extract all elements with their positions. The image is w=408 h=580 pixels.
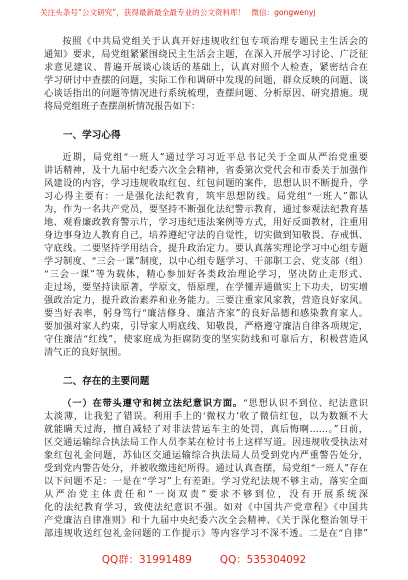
section1-line: 守住廉洁“红线”，使家庭成为拒腐防变的坚实防线和可靠后方，积极营造风 [44, 334, 368, 345]
section1-line: 近期，局党组“一班人”通过学习习近平总书记关于全面从严治党重要 [62, 152, 368, 163]
section2-line: 太淡薄，让我犯了错误。利用手上的‘微权力’收了微信红包，以为数额不大 [44, 411, 368, 422]
intro-line: 求意见建议、普遍开展谈心谈话的基础上，认真对照个人检查，紧密结合在 [44, 62, 368, 73]
intro-line: 将局党组班子查摆剖析情况报告如下： [44, 101, 201, 112]
section1-line: 身边事身边人教育自己，培养遵纪守法的自觉性，切实做到知敬畏、存戒惧、 [44, 230, 368, 241]
section1-line: 学习制度、“三会一课”制度，以中心组专题学习、干部职工会、党支部（组） [44, 256, 368, 267]
section-heading: 一、学习心得 [63, 130, 121, 141]
section1-line: 讲话精神，及十九届中纪委六次全会精神，省委第次党代会和市委关于加强作 [44, 165, 368, 176]
promo-text: 关注头条号“公文研究”，获得最新最全最专业的公文资料库！ [40, 8, 246, 17]
section2-line [44, 397, 368, 410]
section2-line: 受到党内警告处分，并被收缴违纪所得。通过认真查摆，局党组“一班人”存在 [44, 463, 368, 474]
section2-line: 就能瞒天过海，擅自减轻了对非法营运车主的处罚，真后悔啊……。”日前， [44, 424, 368, 435]
section1-line: 要加强对家人约束，引导家人明底线、知敬畏，严格遵守廉洁自律各项规定， [44, 321, 368, 332]
section2-line: 部违规收送红包礼金问题的工作提示》等内容学习不深不透。二是在“自律” [44, 528, 368, 539]
section1-line: 清气正的良好氛围。 [44, 347, 127, 358]
section2-line: 区交通运输综合执法局工作人员李某在检讨书上这样写道。因违规收受执法对 [44, 437, 368, 448]
section1-line: 地、观看廉政教育警示片，学习违纪违法案例等方式，用好反面教材，注重用 [44, 217, 368, 228]
section1-line: 为，作为一名共产党员，要坚持不断强化法纪警示教育，通过参观法纪教育基 [44, 204, 368, 215]
section2-line-text: “思想认识不到位、纪法意识 [242, 398, 368, 409]
section1-line: 习心得主要有：一是强化法纪教育，筑牢思想防线。局党组“一班人”都认 [44, 191, 368, 202]
section1-paragraph [44, 151, 368, 359]
wechat-id: 微信：gongwenyj [251, 8, 316, 17]
section2-line: 化的法纪教育学习，致使法纪意识不强。如对《中国共产党章程》《中国共 [44, 502, 368, 513]
section1-line: “三会一课”等为载体，精心参加好各类政治理论学习，坚决防止走形式、 [44, 269, 368, 280]
section2-paragraph [44, 397, 368, 540]
section1-line: 风建设的内容，学习违规收取红包、红包问题的案件，思想认识不断提升，学 [44, 178, 368, 189]
intro-line: 按照《中共局党组关于认真开好违规收红包专项治理专题民主生活会的 [62, 36, 368, 47]
section1-line: 强政治定力，提升政治素养和业务能力。三要注重家风家教，营造良好家风。 [44, 295, 368, 306]
section2-line: 产党廉洁自律准则》和十九届中央纪委六次全会精神、《关于深化整治领导干 [44, 515, 368, 526]
qq-group-number: QQ群：31991489 [101, 554, 192, 566]
intro-paragraph [44, 35, 368, 113]
promo-header [40, 7, 370, 18]
intro-line: 通知》要求，局党组紧紧围绕民主生活会主题，在深入开展学习讨论、广泛征 [44, 49, 368, 60]
section1-line: 走过场，要坚持读原著，学原文，悟原理，在学懂弄通做实上下功夫，切实增 [44, 282, 368, 293]
intro-line: 心谈话指出的问题等情况进行系统梳理，查摆问题、分析原因、研究措施。现 [44, 88, 368, 99]
section2-line: 以下问题不足：一是在“学习”上有差距。学习党纪法规不够主动，落实全面 [44, 476, 368, 487]
intro-line: 学习研讨中查摆的问题，实际工作和调研中发现的问题，群众反映的问题、谈 [44, 75, 368, 86]
qq-number: QQ：535304092 [219, 554, 307, 566]
section2-line: 从严治党主体责任和“一岗双责”要求不够到位，没有开展系统深 [44, 489, 368, 500]
section2-line: 象红包礼金问题，苏仙区交通运输综合执法局人员受到党内严重警告处分， [44, 450, 368, 461]
subsection-title: （一）在带头遵守和树立法纪意识方面。 [62, 398, 243, 409]
section1-line: 守底线。二要坚持学用结合，提升政治定力。要认真落实理论学习中心组专题 [44, 243, 368, 254]
section1-line: 要当好表率，躬身笃行“廉洁修身、廉洁齐家”的良好品德和感染教育家人。 [44, 308, 368, 319]
section-heading: 二、存在的主要问题 [63, 376, 150, 387]
contact-footer [0, 553, 408, 567]
